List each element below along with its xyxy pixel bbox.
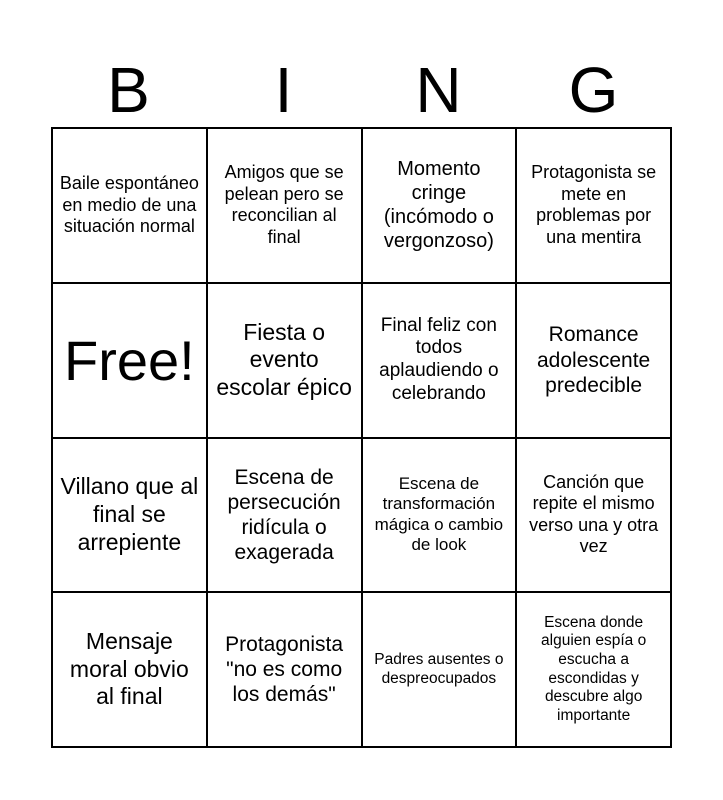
header-letter-g: G [568, 54, 619, 126]
bingo-cell[interactable] [208, 439, 363, 594]
header-letter-n: N [415, 54, 462, 126]
cell-text: Escena donde alguien espía o escucha a escondidas y descubre algo importante [541, 613, 647, 724]
cell-text: Fiesta o evento escolar épico [216, 318, 352, 400]
cell-text: Protagonista "no es como los demás" [225, 632, 344, 707]
bingo-cell[interactable] [208, 129, 363, 284]
bingo-cell[interactable] [363, 129, 518, 284]
cell-text: Momento cringe (incómodo o vergonzoso) [383, 158, 494, 253]
bingo-cell[interactable] [517, 593, 672, 748]
cell-text: Mensaje moral obvio al final [69, 628, 189, 710]
header-letter-b: B [107, 54, 150, 126]
cell-text: Escena de transformación mágica o cambio de look [374, 474, 504, 555]
bingo-cell[interactable] [517, 129, 672, 284]
cell-text: Canción que repite el mismo verso una y otra vez [529, 471, 659, 557]
bingo-cell[interactable] [517, 439, 672, 594]
bingo-grid [51, 127, 672, 748]
cell-text: Free! [64, 328, 195, 392]
cell-text: Villano que al final se arrepiente [60, 473, 199, 555]
bingo-header [51, 52, 671, 128]
cell-text: Escena de persecución ridícula o exagerada [227, 465, 341, 565]
bingo-cell[interactable] [208, 284, 363, 439]
bingo-cell[interactable] [53, 129, 208, 284]
bingo-cell[interactable] [53, 593, 208, 748]
bingo-cell[interactable] [363, 593, 518, 748]
bingo-cell[interactable] [53, 439, 208, 594]
bingo-cell[interactable] [208, 593, 363, 748]
bingo-cell[interactable] [363, 439, 518, 594]
cell-text: Protagonista se mete en problemas por una mentira [531, 162, 657, 247]
cell-text: Baile espontáneo en medio de una situación normal [59, 172, 199, 237]
free-cell[interactable] [53, 284, 208, 439]
cell-text: Padres ausentes o despreocupados [374, 651, 504, 687]
header-letter-i: I [274, 54, 293, 126]
bingo-cell[interactable] [517, 284, 672, 439]
cell-text: Final feliz con todos aplaudiendo o celebrando [379, 314, 499, 404]
cell-text: Romance adolescente predecible [536, 323, 651, 397]
cell-text: Amigos que se pelean pero se reconcilian al final [224, 162, 344, 247]
bingo-cell[interactable] [363, 284, 518, 439]
